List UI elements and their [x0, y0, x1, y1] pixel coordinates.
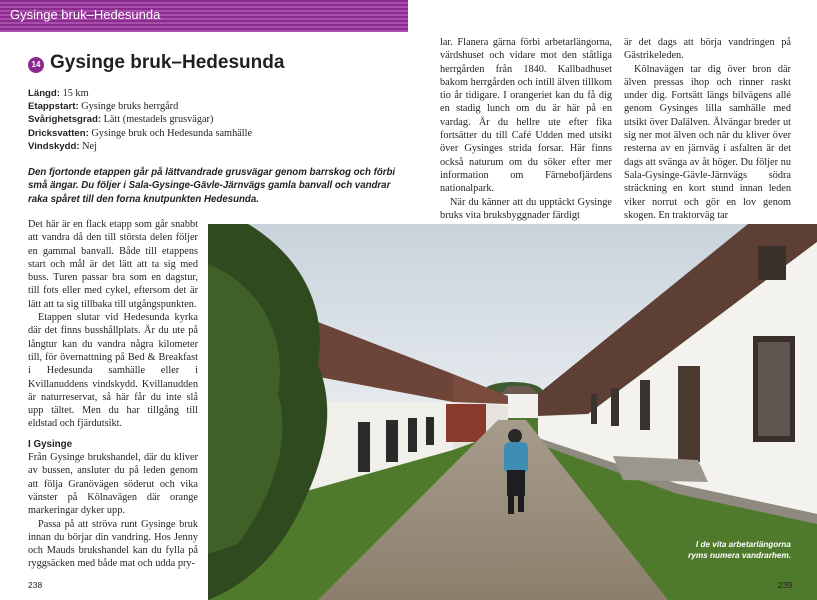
- paragraph: Etappen slutar vid Hedesunda kyrka där det finns busshållplats. Är du ute på långtur kan du vandra några kilometer till, för övernattning på Bed & Breakfast i Hedesunda samhälle eller i Kvillanuddens vindskydd. Kvillanudden är naturreservat, så här får du inte slå upp tältet. Men du har tillgång till eldstad och fjärdutsikt.: [28, 312, 198, 430]
- page-number-right: 239: [778, 580, 793, 590]
- paragraph: Från Gysinge brukshandel, där du kliver av bussen, ansluter du på leden genom att följa Granövägen söderut och vika vänster på Kölnavägen där orange markeringar dyker upp.: [28, 452, 198, 517]
- photo-caption: I de vita arbetarlängorna ryms numera vandrarhem.: [688, 540, 791, 560]
- paragraph: är det dags att börja vandringen på Gästrikeleden.: [624, 37, 791, 62]
- subheading-i-gysinge: I Gysinge: [28, 438, 73, 450]
- window: [358, 422, 370, 472]
- stone-steps: [613, 456, 708, 482]
- paragraph: Kölnavägen tar dig över bron där älven pressas ihop och rinner raskt under dig. Fortsätt längs bilvägens allé genom Gysinges lilla samhälle med utsikt över Dalälven. Älvängar breder ut sig ner mot älven och när du kliver över resterna av en järnväg i asfalten är det dags att svänga av åt höger. Du följer nu Sala-Gysinge-Gävle-Järnvägs södra sträckning en kort stund innan leden viker norrut och gör en lov genom skogen. En traktorväg tar: [624, 63, 791, 221]
- dormer-window: [758, 246, 786, 280]
- stage-facts: [28, 87, 388, 153]
- body-column-middle: [440, 36, 612, 222]
- paragraph: Det här är en flack etapp som går snabbt att vandra då den till största delen följer en gammal banvall. Både till etappens start och mål är det lätt att ta sig med buss. Turen passar bra som en dagstur, till fots eller med cykel, eftersom det är lätt att ta sig tillbaka till utgångspunkten.: [28, 219, 198, 310]
- fact-length: Längd: 15 km: [28, 88, 89, 99]
- stage-title: Gysinge bruk–Hedesunda: [50, 52, 285, 73]
- hiker-backpack: [504, 442, 528, 474]
- stage-number-badge: 14: [28, 57, 44, 73]
- window: [591, 394, 597, 424]
- hiker-leg: [518, 494, 524, 512]
- page-number-left: 238: [28, 580, 43, 590]
- window: [408, 418, 417, 452]
- section-header-band: [0, 0, 408, 32]
- paragraph: Passa på att ströva runt Gysinge bruk innan du börjar din vandring. Hos Jenny och Mauds brukshandel kan du fylla på ryggsäcken med både mat och udda pry-: [28, 518, 198, 570]
- intro-paragraph: Den fjortonde etappen går på lättvandrade grusvägar genom barrskog och förbi små ängar. Du följer i Sala-Gysinge-Gävle-Järnvägs gamla banvall och vandrar raka spåret till den forna knutpunkten Hedesunda.: [28, 167, 396, 205]
- body-column-right: [624, 36, 791, 222]
- fact-difficulty: Svårighetsgrad: Lätt (mestadels grusvägar): [28, 114, 214, 126]
- window: [386, 420, 398, 462]
- paragraph: lar. Flanera gärna förbi arbetarlängorna, värdshuset och vidare mot den ståtliga herrgården från 1840. Kallbadhuset bakom herrgården och intill älven tillkom tio år tidigare. I orangeriet kan du få dig en stadig lunch om du är här på en vardag. Är du hellre ute efter fika fortsätter du till Café Udden med utsikt över Gysinges strida forsar. Här finns också naturum om du söker efter mer information om Färnebofjärdens nationalpark.: [440, 37, 612, 195]
- fact-start: Etappstart: Gysinge bruks herrgård: [28, 101, 179, 113]
- window: [611, 388, 619, 426]
- section-header-title: Gysinge bruk–Hedesunda: [10, 7, 161, 22]
- red-shed: [446, 404, 486, 442]
- fact-drinking-water: Dricksvatten: Gysinge bruk och Hedesunda samhälle: [28, 127, 253, 139]
- hiker-leg: [508, 494, 514, 514]
- fact-shelter: Vindskydd: Nej: [28, 140, 97, 152]
- body-column-left: [28, 218, 198, 571]
- window: [640, 380, 650, 430]
- hiker-legs: [507, 470, 525, 496]
- paragraph: När du känner att du upptäckt Gysinge bruks vita bruksbyggnader färdigt: [440, 196, 612, 221]
- window: [426, 417, 434, 445]
- window-glass: [758, 342, 790, 436]
- hiker-head: [508, 429, 522, 443]
- door: [678, 366, 700, 462]
